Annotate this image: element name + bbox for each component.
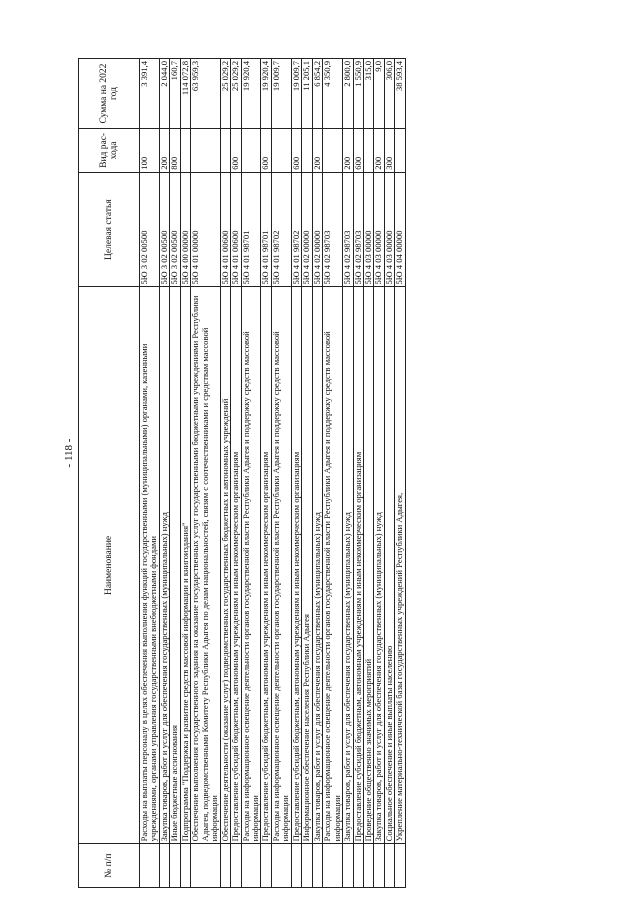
table-row [170, 59, 180, 888]
cell-sum: 19 920,4 [241, 59, 261, 129]
cell-vid [191, 129, 220, 173]
table-body [140, 59, 406, 888]
cell-num [353, 844, 363, 888]
cell-code: 5Ю 4 01 98701 [261, 172, 271, 287]
table-row [363, 59, 373, 888]
cell-code: 5Ю 4 00 00000 [180, 172, 190, 287]
cell-num [241, 844, 261, 888]
cell-code: 5Ю 4 03 00000 [384, 172, 394, 287]
cell-code: 5Ю 4 02 00000 [312, 172, 322, 287]
cell-name: Расходы на информационное освещение деятельности органов государственной власти Республики Адыгея и поддержку средств массовой информации [241, 287, 261, 844]
cell-num [363, 844, 373, 888]
cell-sum: 25 029,2 [231, 59, 241, 129]
table-row [159, 59, 169, 888]
cell-num [291, 844, 301, 888]
cell-vid: 600 [353, 129, 363, 173]
cell-name: Подпрограмма "Поддержка и развитие средств массовой информации и книгоиздания" [180, 287, 190, 844]
cell-vid [302, 129, 312, 173]
cell-vid: 200 [159, 129, 169, 173]
cell-vid [323, 129, 343, 173]
cell-name: Социальное обеспечение и иные выплаты населению [384, 287, 394, 844]
cell-name: Расходы на информационное освещение деятельности органов государственной власти Республики Адыгея и поддержку средств массовой информации [271, 287, 291, 844]
cell-vid: 300 [384, 129, 394, 173]
cell-code: 5Ю 4 01 00600 [220, 172, 230, 287]
header-sum: Сумма на 2022 год [79, 59, 140, 129]
cell-sum: 19 009,7 [271, 59, 291, 129]
cell-vid [395, 129, 405, 173]
cell-sum: 1 550,9 [353, 59, 363, 129]
cell-num [159, 844, 169, 888]
table-row [271, 59, 291, 888]
cell-num [191, 844, 220, 888]
cell-num [180, 844, 190, 888]
cell-vid: 200 [374, 129, 384, 173]
cell-num [271, 844, 291, 888]
cell-vid [363, 129, 373, 173]
cell-sum: 4 350,9 [323, 59, 343, 129]
table-row [180, 59, 190, 888]
cell-vid [271, 129, 291, 173]
cell-code: 5Ю 4 03 00000 [374, 172, 384, 287]
cell-code: 5Ю 4 02 98703 [323, 172, 343, 287]
rotated-page [78, 58, 530, 888]
cell-name: Предоставление субсидий бюджетным, автономным учреждениям и иным некоммерческим организациям [231, 287, 241, 844]
cell-num [395, 844, 405, 888]
cell-name: Закупка товаров, работ и услуг для обеспечения государственных (муниципальных) нужд [312, 287, 322, 844]
cell-num [343, 844, 353, 888]
table-row [291, 59, 301, 888]
cell-name: Предоставление субсидий бюджетным, автономным учреждениям и иным некоммерческим организациям [353, 287, 363, 844]
cell-code: 5Ю 4 01 98702 [271, 172, 291, 287]
cell-num [384, 844, 394, 888]
cell-sum: 19 009,7 [291, 59, 301, 129]
cell-code: 5Ю 4 01 98702 [291, 172, 301, 287]
cell-name: Обеспечение выполнения государственного задания на оказание государственных услуг государственными бюджетными учреждениями Республики Адыгея, подведомственными Комитету Республики Адыгея по делам национальностей, связям с соотечественниками и средствам массовой информации [191, 287, 220, 844]
cell-name: Расходы на выплаты персоналу в целях обеспечения выполнения функций государственными (муниципальными) органами, казенными учреждениями, органами управления государственными внебюджетными фондами [140, 287, 160, 844]
cell-code: 5Ю 3 02 00500 [140, 172, 160, 287]
table-row [231, 59, 241, 888]
table-row [323, 59, 343, 888]
cell-sum: 306,0 [384, 59, 394, 129]
cell-code: 5Ю 3 02 00500 [159, 172, 169, 287]
cell-code: 5Ю 4 01 98701 [241, 172, 261, 287]
cell-num [140, 844, 160, 888]
cell-sum: 25 029,2 [220, 59, 230, 129]
cell-vid: 200 [343, 129, 353, 173]
table-row [395, 59, 405, 888]
cell-name: Закупка товаров, работ и услуг для обеспечения государственных (муниципальных) нужд [159, 287, 169, 844]
cell-num [374, 844, 384, 888]
cell-code: 5Ю 4 03 00000 [363, 172, 373, 287]
cell-sum: 9,0 [374, 59, 384, 129]
header-code: Целевая статья [79, 172, 140, 287]
cell-sum: 2 800,0 [343, 59, 353, 129]
cell-num [170, 844, 180, 888]
table-row [343, 59, 353, 888]
cell-code: 5Ю 4 04 00000 [395, 172, 405, 287]
cell-sum: 3 391,4 [140, 59, 160, 129]
cell-vid: 600 [231, 129, 241, 173]
cell-code: 5Ю 4 02 98703 [353, 172, 363, 287]
cell-name: Расходы на информационное освещение деятельности органов государственной власти Республики Адыгея и поддержку средств массовой информации [323, 287, 343, 844]
cell-num [302, 844, 312, 888]
cell-name: Закупка товаров, работ и услуг для обеспечения государственных (муниципальных) нужд [343, 287, 353, 844]
table-row [140, 59, 160, 888]
cell-num [231, 844, 241, 888]
cell-name: Предоставление субсидий бюджетным, автономным учреждениям и иным некоммерческим организациям [261, 287, 271, 844]
cell-sum: 6 854,2 [312, 59, 322, 129]
table-row [191, 59, 220, 888]
table-row [384, 59, 394, 888]
cell-sum: 2 044,0 [159, 59, 169, 129]
cell-sum: 114 072,8 [180, 59, 190, 129]
cell-num [220, 844, 230, 888]
cell-sum: 19 920,4 [261, 59, 271, 129]
cell-sum: 315,0 [363, 59, 373, 129]
cell-vid [220, 129, 230, 173]
cell-code: 5Ю 4 01 00000 [191, 172, 220, 287]
cell-vid: 600 [261, 129, 271, 173]
cell-vid: 800 [170, 129, 180, 173]
cell-name: Предоставление субсидий бюджетным, автономным учреждениям и иным некоммерческим организациям [291, 287, 301, 844]
cell-name: Укрепление материально-технической базы государственных учреждений Республики Адыгея, [395, 287, 405, 844]
cell-code: 5Ю 3 02 00500 [170, 172, 180, 287]
cell-num [312, 844, 322, 888]
header-num: № п/п [79, 844, 140, 888]
cell-name: Информационное обеспечение населения Республики Адыгея [302, 287, 312, 844]
cell-num [323, 844, 343, 888]
header-name: Наименование [79, 287, 140, 844]
cell-name: Обеспечение деятельности (оказание услуг) подведомственных государственных бюджетных и автономных учреждений [220, 287, 230, 844]
table-row [374, 59, 384, 888]
cell-vid: 200 [312, 129, 322, 173]
cell-name: Иные бюджетные ассигнования [170, 287, 180, 844]
header-vid: Вид рас- хода [79, 129, 140, 173]
cell-vid: 600 [291, 129, 301, 173]
table-row [220, 59, 230, 888]
table-row [302, 59, 312, 888]
cell-vid: 100 [140, 129, 160, 173]
cell-name: Закупка товаров, работ и услуг для обеспечения государственных (муниципальных) нужд [374, 287, 384, 844]
table-header-row [79, 59, 140, 888]
cell-code: 5Ю 4 02 98703 [343, 172, 353, 287]
cell-vid [241, 129, 261, 173]
cell-sum: 160,7 [170, 59, 180, 129]
cell-num [261, 844, 271, 888]
table-row [241, 59, 261, 888]
table-row [353, 59, 363, 888]
cell-vid [180, 129, 190, 173]
cell-code: 5Ю 4 02 00000 [302, 172, 312, 287]
cell-sum: 38 593,4 [395, 59, 405, 129]
cell-sum: 63 959,3 [191, 59, 220, 129]
page-number: - 118 - [63, 438, 75, 468]
budget-table [78, 58, 406, 888]
cell-name: Проведение общественно значимых мероприятий [363, 287, 373, 844]
cell-code: 5Ю 4 01 00600 [231, 172, 241, 287]
table-row [261, 59, 271, 888]
table-row [312, 59, 322, 888]
cell-sum: 11 205,1 [302, 59, 312, 129]
